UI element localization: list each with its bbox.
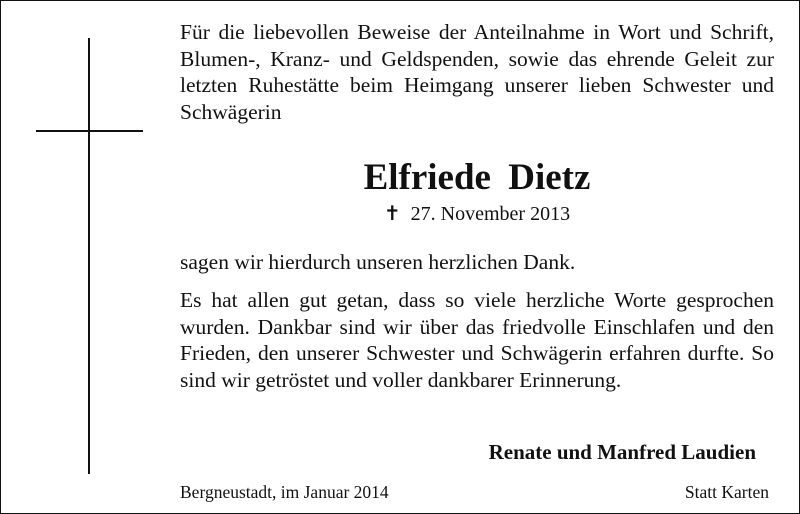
intro-paragraph: Für die liebevollen Beweise der Anteilnahme in Wort und Schrift, Blumen-, Kranz- und Geldspenden, sowie das ehrende Geleit zur letzten Ruhestätte beim Heimgang unserer lieben Schwester und Schwägerin [180,20,774,124]
statt-karten: Statt Karten [684,482,769,502]
thanks-line: sagen wir hierdurch unseren herzlichen Dank. [180,250,576,274]
cross-vertical-bar [88,38,90,474]
death-line [180,201,774,227]
body-paragraph: Es hat allen gut getan, dass so viele herzliche Worte gesprochen wurden. Dankbar sind wir über das friedvolle Einschlafen und den Frieden, den unserer Schwester und Schwägerin erfahren durfte. So sind wir getröstet und voller dankbarer Erinnerung. [180,288,774,392]
dagger-icon: ✝ [383,203,401,225]
cross-horizontal-bar [36,130,143,132]
signature: Renate und Manfred Laudien [488,440,756,464]
deceased-name: Elfriede Dietz [363,157,591,198]
death-date: 27. November 2013 [410,203,571,225]
place-date: Bergneustadt, im Januar 2014 [180,482,389,502]
